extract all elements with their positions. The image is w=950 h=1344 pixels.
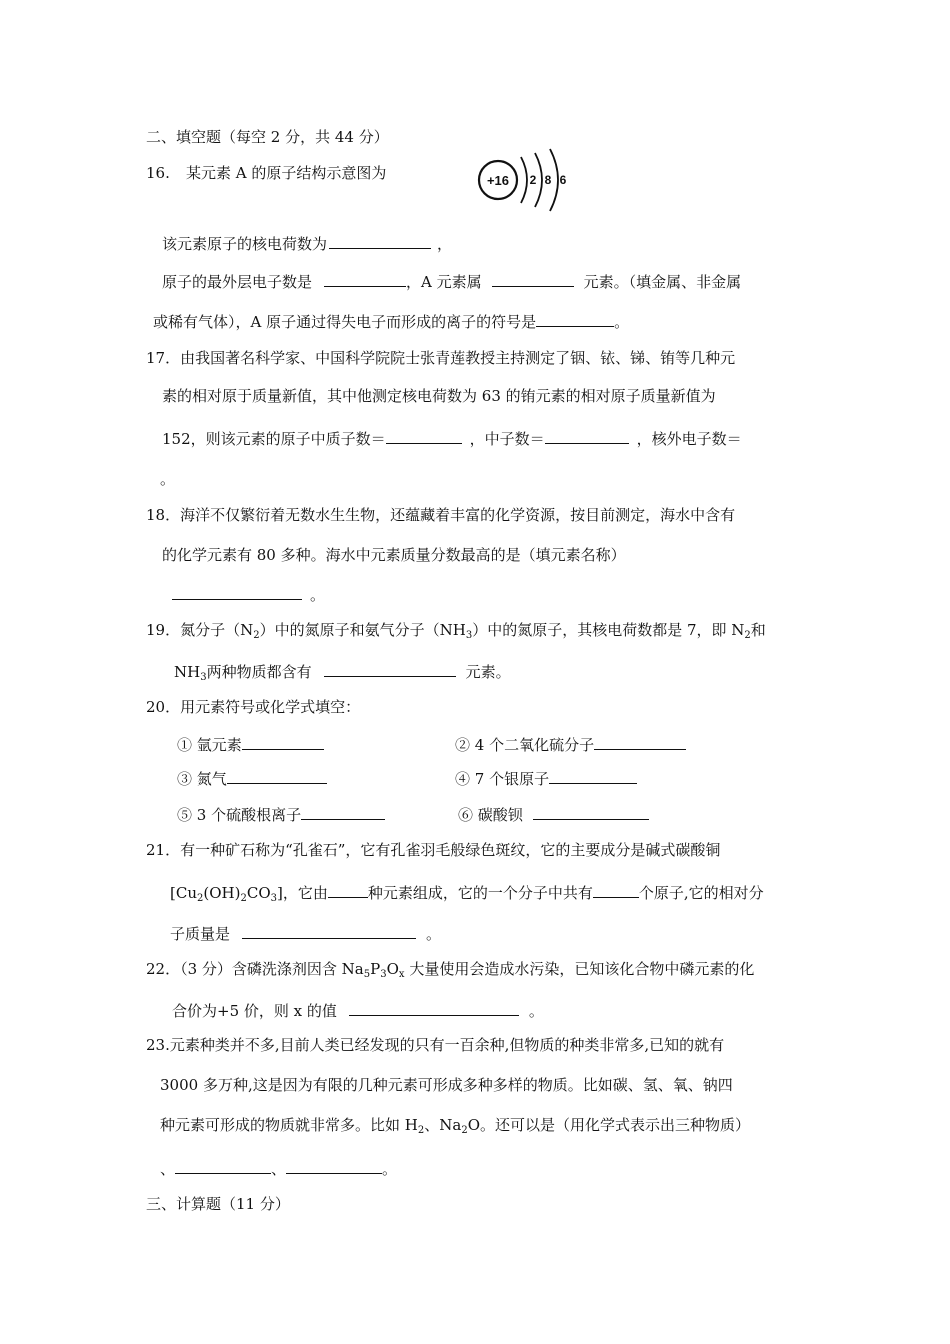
q20-item-3 xyxy=(177,767,327,789)
q19-line2 xyxy=(174,660,511,688)
q23-text-c: 、Na xyxy=(424,1116,462,1134)
q21-text-e: CO xyxy=(246,884,271,902)
q21-line1: 21．有一种矿石称为“孔雀石”，它有孔雀羽毛般绿色斑纹，它的主要成分是碱式碳酸铜 xyxy=(146,841,721,859)
q21-text-a: [Cu xyxy=(170,884,197,902)
q16-line3-text: 或稀有气体），A 原子通过得失电子而形成的离子的符号是 xyxy=(153,313,537,331)
q16-blank-outer-electrons[interactable] xyxy=(324,270,406,287)
q23-sub-1: 2 xyxy=(417,1125,425,1136)
q21-blank-atom-count[interactable] xyxy=(593,881,639,898)
q23-sep-2: 、 xyxy=(271,1160,287,1178)
q20-item-4 xyxy=(455,767,637,789)
q21-text-h: 种元素组成，它的一个分子中共有 xyxy=(367,884,593,902)
q19-sub-2: 3 xyxy=(465,630,473,641)
q22-text-c: P xyxy=(370,960,381,978)
q21-blank-molecular-mass[interactable] xyxy=(242,922,416,939)
atom-nucleus-label: +16 xyxy=(486,173,510,188)
q19-sub-4: 3 xyxy=(200,672,207,683)
q23-text-e: O。还可以是（用化学式表示出三种物质） xyxy=(467,1116,750,1134)
q18-line2: 的化学元素有 80 多种。海水中元素质量分数最高的是（填元素名称） xyxy=(162,546,626,564)
atom-structure-diagram xyxy=(476,148,576,218)
q19-line1-text-c: ）中的氮原子和氨气分子（NH xyxy=(259,621,466,639)
q17-line3 xyxy=(162,427,742,449)
q22-blank-x-value[interactable] xyxy=(349,999,519,1016)
q20-item-6 xyxy=(458,803,649,825)
q20-item-5-text: ⑤ 3 个硫酸根离子 xyxy=(177,806,302,824)
q22-sub-3: x xyxy=(398,969,405,980)
atom-shell-arc-1 xyxy=(521,157,527,203)
q19-sub-3: 2 xyxy=(744,630,751,641)
q18-line3-end: 。 xyxy=(310,586,326,604)
q16-line2 xyxy=(162,270,741,292)
q23-line3 xyxy=(160,1115,750,1141)
atom-shell-2-count: 8 xyxy=(544,173,552,187)
q17-line4: 。 xyxy=(160,470,176,488)
q21-text-i: 个原子,它的相对分 xyxy=(638,884,764,902)
q20-blank-4[interactable] xyxy=(549,767,637,784)
q22-text-g: 大量使用会造成水污染，已知该化合物中磷元素的化 xyxy=(404,960,755,978)
q20-blank-6[interactable] xyxy=(533,803,649,820)
q21-line3 xyxy=(170,922,441,944)
q17-line1: 17．由我国著名科学家、中国科学院院士张青莲教授主持测定了铟、铱、锑、铕等几种元 xyxy=(146,349,736,367)
q18-line1: 18．海洋不仅繁衍着无数水生生物，还蕴藏着丰富的化学资源，按目前测定，海水中含有 xyxy=(146,506,736,524)
q16-stem: 某元素 A 的原子结构示意图为 xyxy=(186,164,387,182)
q17-blank-protons[interactable] xyxy=(386,427,462,444)
q20-blank-5[interactable] xyxy=(301,803,385,820)
q19-sub-1: 2 xyxy=(253,630,260,641)
section2-title: 二、填空题（每空 2 分，共 44 分） xyxy=(146,128,389,146)
q16-blank-element-type[interactable] xyxy=(492,270,574,287)
q22-sub-1: 5 xyxy=(363,969,371,980)
q20-blank-1[interactable] xyxy=(242,733,324,750)
atom-shell-3-count: 6 xyxy=(559,173,567,187)
q22-text-e: O xyxy=(386,960,399,978)
q22-line2 xyxy=(172,999,544,1021)
q23-text-a: 种元素可形成的物质就非常多。比如 H xyxy=(160,1116,418,1134)
q19-line2-text-a: NH xyxy=(174,663,201,681)
q20-blank-3[interactable] xyxy=(227,767,327,784)
q16-blank-nuclear-charge[interactable] xyxy=(329,232,431,249)
q21-line3-text: 子质量是 xyxy=(170,925,231,943)
q18-blank-element-name[interactable] xyxy=(172,583,302,600)
q19-line1 xyxy=(146,620,766,646)
q20-item-2 xyxy=(455,733,686,755)
q21-sub-2: 2 xyxy=(240,893,247,904)
q23-blank-1[interactable] xyxy=(175,1157,271,1174)
q20-stem: 20．用元素符号或化学式填空： xyxy=(146,698,361,716)
q17-line2: 素的相对原于质量新值，其中他测定核电荷数为 63 的铕元素的相对原子质量新值为 xyxy=(162,387,716,405)
q16-line3 xyxy=(153,310,629,332)
q16-line2-text-c: 元素。（填金属、非金属 xyxy=(583,273,742,291)
q17-line3-text-c: ，核外电子数＝ xyxy=(636,430,742,448)
atom-shell-1-count: 2 xyxy=(529,173,537,187)
q16-number: 16. xyxy=(146,164,170,182)
q23-end: 。 xyxy=(382,1160,398,1178)
q23-sep-1: 、 xyxy=(160,1160,176,1178)
q23-line2: 3000 多万种,这是因为有限的几种元素可形成多种多样的物质。比如碳、氢、氧、钠四 xyxy=(160,1076,733,1094)
q19-line2-text-d: 元素。 xyxy=(465,663,511,681)
q21-line2 xyxy=(170,881,764,909)
q23-blank-2[interactable] xyxy=(286,1157,382,1174)
q16-line3-end: 。 xyxy=(614,313,630,331)
q22-sub-2: 3 xyxy=(380,969,387,980)
q16-line2-text-b: ，A 元素属 xyxy=(406,273,482,291)
q17-blank-neutrons[interactable] xyxy=(545,427,629,444)
q21-blank-element-count[interactable] xyxy=(328,881,368,898)
q20-item-1-text: ① 氩元素 xyxy=(177,736,242,754)
q20-item-1 xyxy=(177,733,324,755)
q19-line1-text-e: ）中的氮原子，其核电荷数都是 7，即 N xyxy=(472,621,745,639)
q20-item-2-text: ② 4 个二氧化硫分子 xyxy=(455,736,595,754)
q20-blank-2[interactable] xyxy=(594,733,686,750)
q20-item-4-text: ④ 7 个银原子 xyxy=(455,770,550,788)
q16-line1-end: ， xyxy=(437,235,453,253)
q19-line1-text-a: 19．氮分子（N xyxy=(146,621,254,639)
q20-item-3-text: ③ 氮气 xyxy=(177,770,227,788)
q21-text-c: (OH) xyxy=(203,884,241,902)
q19-line1-text-g: 和 xyxy=(750,621,766,639)
q21-sub-1: 2 xyxy=(197,893,204,904)
q22-text-a: 22．（3 分）含磷洗涤剂因含 Na xyxy=(146,960,364,978)
q19-blank-element[interactable] xyxy=(324,660,456,677)
q17-line3-text-a: 152，则该元素的原子中质子数＝ xyxy=(162,430,386,448)
q17-line3-text-b: ，中子数＝ xyxy=(469,430,545,448)
q16-line1-text: 该元素原子的核电荷数为 xyxy=(162,235,328,253)
q16-line2-text-a: 原子的最外层电子数是 xyxy=(162,273,313,291)
q22-line2-text: 合价为+5 价，则 x 的值 xyxy=(172,1002,337,1020)
q21-line3-end: 。 xyxy=(426,925,442,943)
q21-text-g: ]，它由 xyxy=(277,884,328,902)
section3-title: 三、计算题（11 分） xyxy=(146,1195,290,1213)
q22-line1 xyxy=(146,959,754,985)
q23-line4 xyxy=(160,1157,397,1179)
q18-line3 xyxy=(172,583,325,605)
q22-line2-end: 。 xyxy=(528,1002,544,1020)
q19-line2-text-c: 两种物质都含有 xyxy=(206,663,312,681)
q23-sub-2: 2 xyxy=(461,1125,468,1136)
q16-line1 xyxy=(162,232,452,254)
q20-item-6-text: ⑥ 碳酸钡 xyxy=(458,806,523,824)
q16-blank-ion-symbol[interactable] xyxy=(536,310,614,327)
q23-line1: 23.元素种类并不多,目前人类已经发现的只有一百余种,但物质的种类非常多,已知的就有 xyxy=(146,1036,725,1054)
q20-item-5 xyxy=(177,803,385,825)
q21-sub-3: 3 xyxy=(270,893,277,904)
